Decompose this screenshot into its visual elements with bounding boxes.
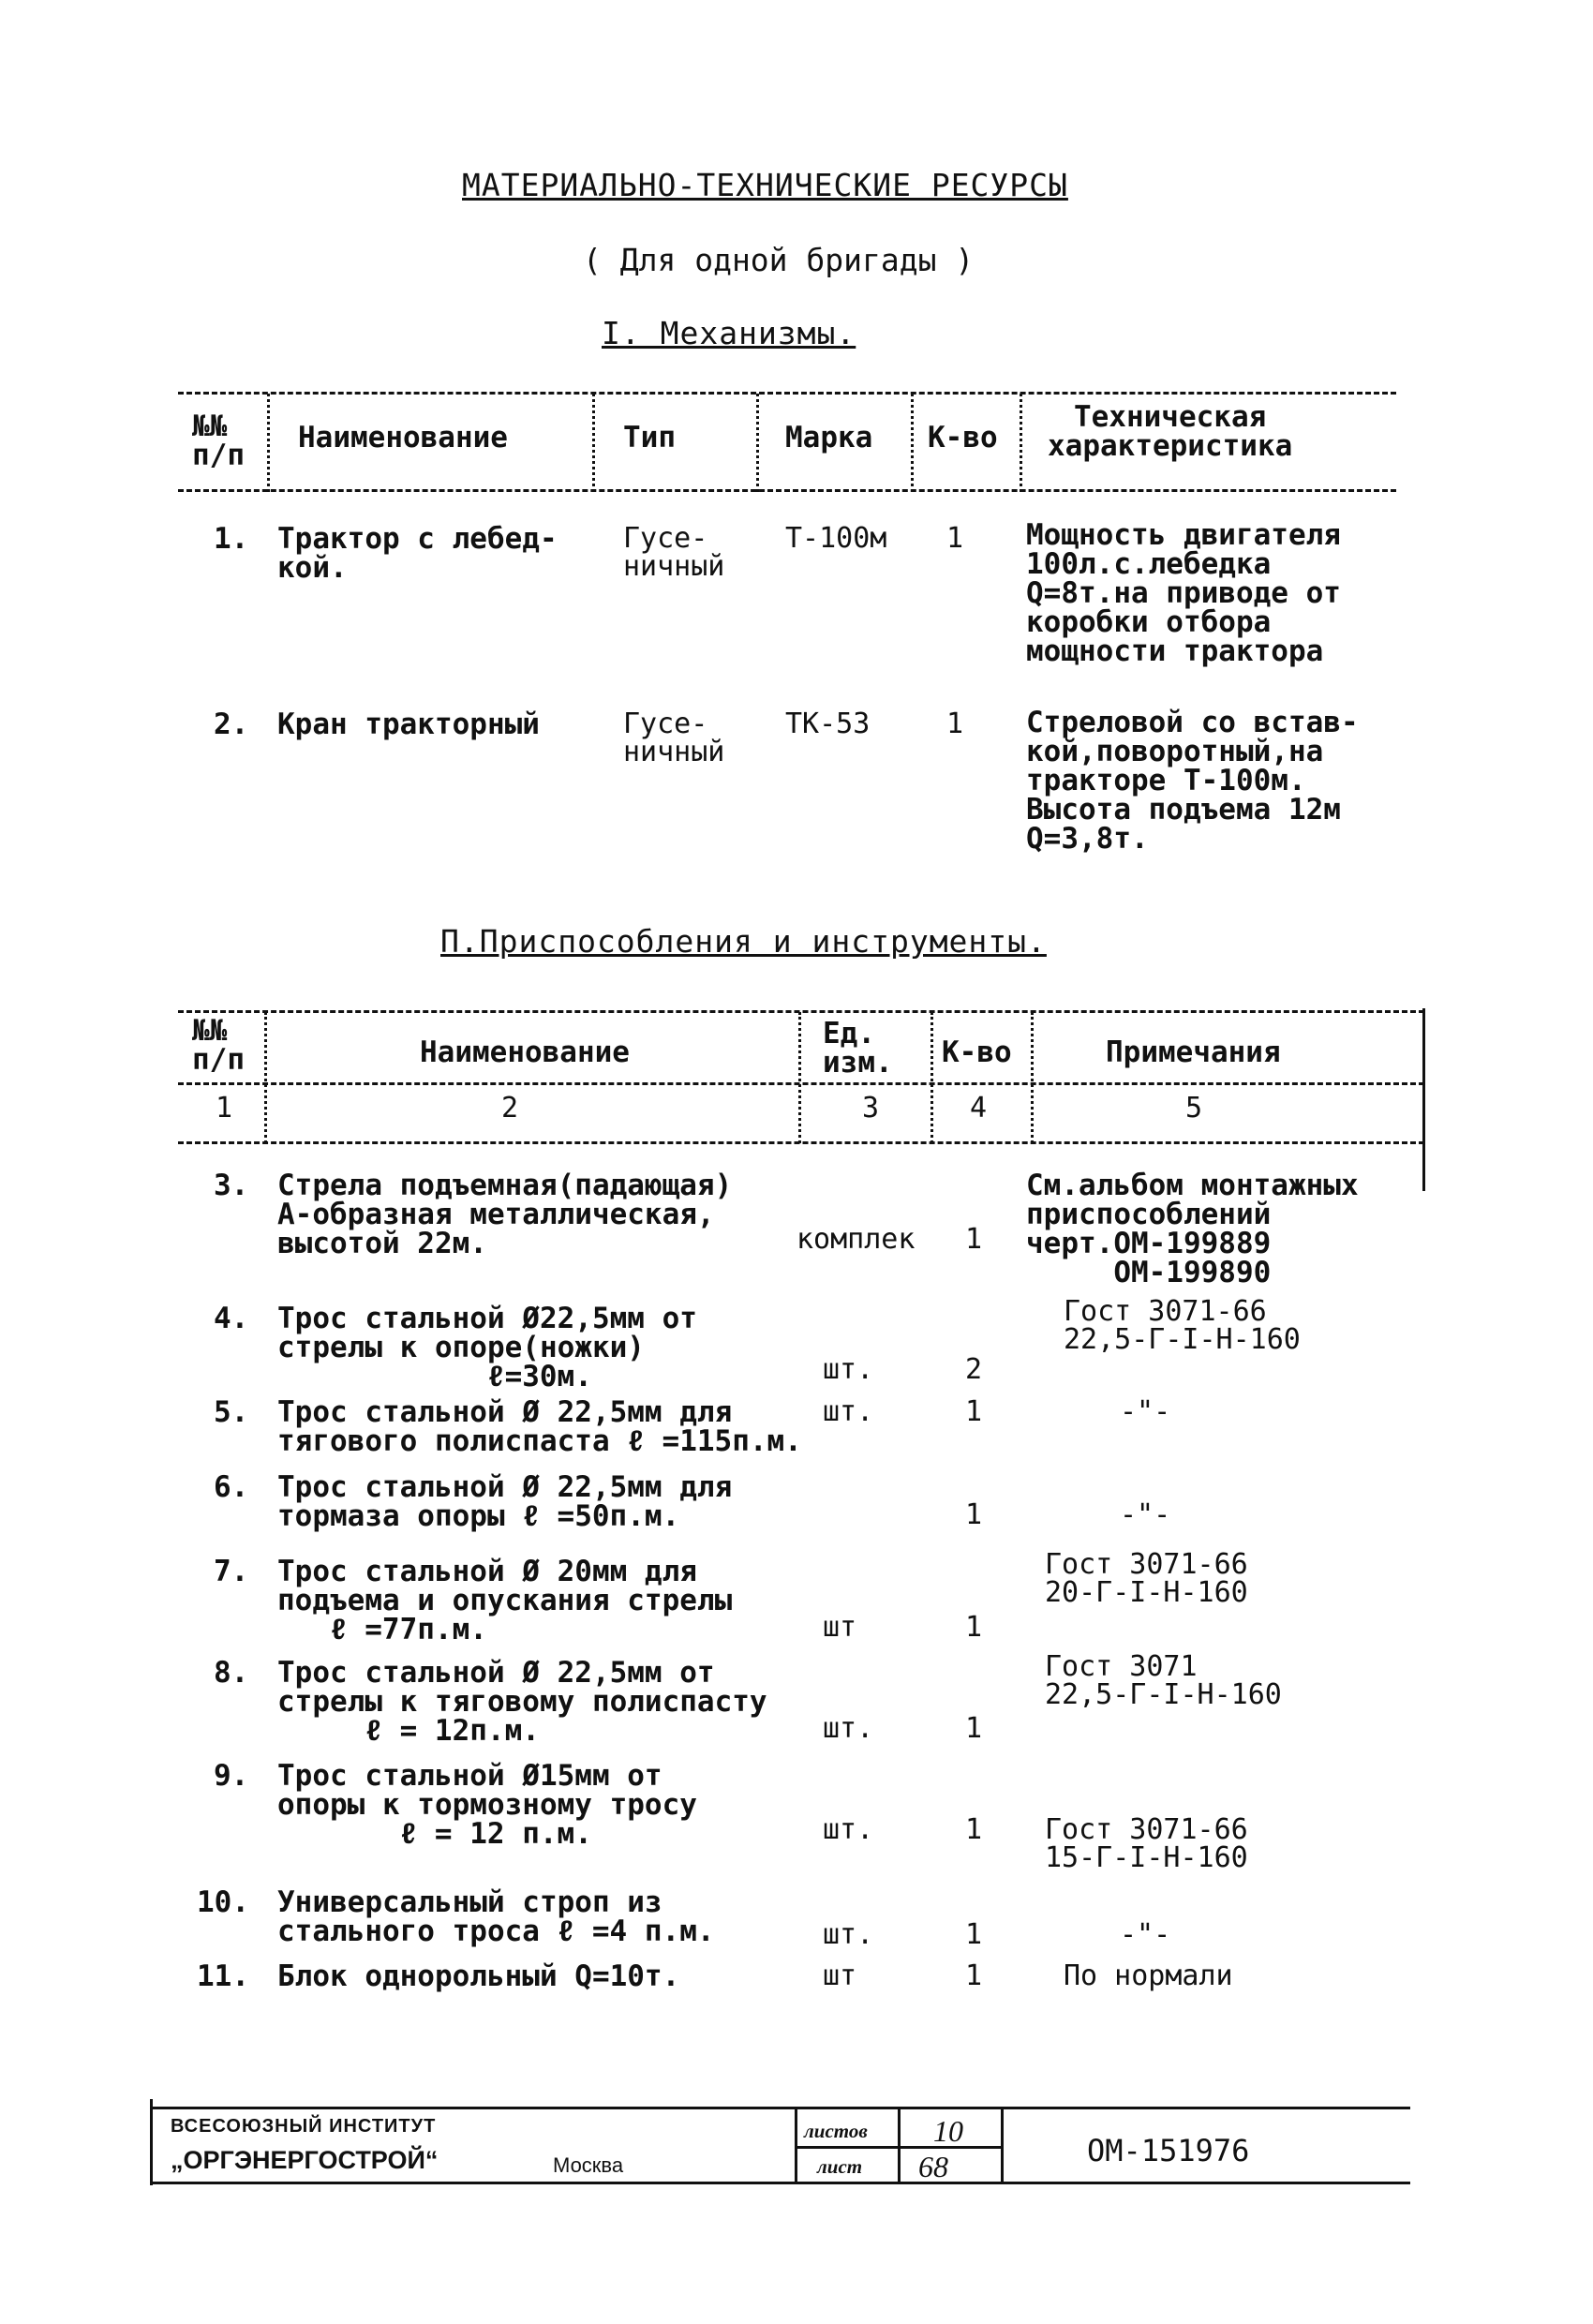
row-qty: 1 bbox=[965, 1498, 983, 1531]
col-number: 3 bbox=[862, 1092, 880, 1125]
row-qty: 1 bbox=[965, 1918, 983, 1951]
col-header-unit: Ед. изм. bbox=[823, 1017, 893, 1080]
table-divider bbox=[267, 394, 270, 492]
row-name: Трактор с лебед- кой. bbox=[277, 522, 558, 585]
document-title: МАТЕРИАЛЬНО-ТЕХНИЧЕСКИЕ РЕСУРСЫ bbox=[462, 167, 1068, 203]
stamp-top-border bbox=[150, 2107, 1410, 2109]
col-header-name: Наименование bbox=[420, 1035, 630, 1069]
row-unit: комплек bbox=[796, 1223, 916, 1256]
row-number: 1. bbox=[214, 522, 249, 556]
row-qty: 1 bbox=[946, 708, 964, 740]
row-number: 7. bbox=[214, 1555, 249, 1588]
row-qty: 2 bbox=[965, 1353, 983, 1386]
col-number: 1 bbox=[216, 1092, 233, 1125]
row-name: Трос стальной Ø 20мм для подъема и опускания стрелы ℓ =77п.м. bbox=[277, 1555, 733, 1646]
row-name: Универсальный строп из стального троса ℓ =4 п.м. bbox=[277, 1885, 715, 1948]
row-mark: ТК-53 bbox=[785, 708, 871, 740]
col-number: 2 bbox=[501, 1092, 519, 1125]
row-unit: шт. bbox=[823, 1712, 874, 1745]
row-qty: 1 bbox=[965, 1395, 983, 1428]
row-unit: шт. bbox=[823, 1395, 874, 1428]
row-note: Гост 3071-66 15-Г-I-Н-160 bbox=[1045, 1813, 1248, 1874]
table-rule bbox=[178, 1010, 1424, 1013]
row-qty: 1 bbox=[965, 1223, 983, 1256]
col-header-number: №№ п/п bbox=[192, 1014, 245, 1077]
section2-title: П.Приспособления и инструменты. bbox=[440, 923, 1047, 960]
row-number: 10. bbox=[197, 1885, 249, 1919]
stamp-mid-rule bbox=[795, 2146, 1001, 2149]
col-header-notes: Примечания bbox=[1106, 1035, 1281, 1069]
table-divider bbox=[798, 1012, 801, 1143]
table-divider bbox=[1422, 1008, 1425, 1191]
row-unit: шт. bbox=[823, 1353, 874, 1386]
col-number: 4 bbox=[970, 1092, 988, 1125]
row-note: -"- bbox=[1120, 1395, 1171, 1428]
row-number: 8. bbox=[214, 1656, 249, 1690]
stamp-sheets-value: 10 bbox=[933, 2114, 963, 2148]
table-rule bbox=[178, 392, 1396, 395]
row-name: Блок однорольный Q=10т. bbox=[277, 1959, 680, 1993]
col-header-type: Тип bbox=[623, 421, 676, 454]
row-note: Гост 3071-66 20-Г-I-Н-160 bbox=[1045, 1548, 1248, 1609]
row-number: 2. bbox=[214, 708, 249, 741]
row-unit: шт. bbox=[823, 1918, 874, 1951]
table-rule bbox=[178, 1082, 1424, 1085]
row-qty: 1 bbox=[965, 1813, 983, 1846]
row-note: -"- bbox=[1120, 1498, 1171, 1531]
row-spec: Мощность двигателя 100л.с.лебедка Q=8т.на приводе от коробки отбора мощности трактора bbox=[1026, 518, 1341, 668]
row-number: 3. bbox=[214, 1169, 249, 1202]
col-header-qty: К-во bbox=[942, 1035, 1012, 1069]
col-header-mark: Марка bbox=[785, 421, 873, 454]
table-divider bbox=[1031, 1012, 1034, 1143]
row-note: -"- bbox=[1120, 1918, 1171, 1951]
col-header-name: Наименование bbox=[298, 421, 508, 454]
row-unit: шт. bbox=[823, 1813, 874, 1846]
row-number: 11. bbox=[197, 1959, 249, 1993]
stamp-city: Москва bbox=[553, 2153, 624, 2177]
row-name: Трос стальной Ø 22,5мм от стрелы к тяговому полиспасту ℓ = 12п.м. bbox=[277, 1656, 767, 1748]
row-name: Трос стальной Ø22,5мм от стрелы к опоре(ножки) ℓ=30м. bbox=[277, 1302, 697, 1393]
table-rule bbox=[178, 1141, 1424, 1144]
row-qty: 1 bbox=[946, 522, 964, 555]
section1-title: I. Механизмы. bbox=[602, 315, 856, 351]
col-header-spec: Техническая характеристика bbox=[1048, 400, 1293, 463]
table-rule bbox=[178, 489, 1396, 492]
stamp-org-line2: „ОРГЭНЕРГОСТРОЙ“ bbox=[171, 2146, 439, 2174]
stamp-label-sheets: листов bbox=[804, 2120, 868, 2142]
row-name: Трос стальной Ø 22,5мм для тормаза опоры ℓ =50п.м. bbox=[277, 1470, 733, 1533]
stamp-left-border bbox=[150, 2099, 153, 2185]
row-note: По нормали bbox=[1064, 1959, 1233, 1992]
row-note: Гост 3071-66 22,5-Г-I-Н-160 bbox=[1064, 1295, 1301, 1356]
document-subtitle: ( Для одной бригады ) bbox=[583, 242, 975, 278]
table-divider bbox=[911, 394, 914, 492]
table-divider bbox=[756, 394, 759, 492]
row-note: Гост 3071 22,5-Г-I-Н-160 bbox=[1045, 1650, 1282, 1711]
row-note: См.альбом монтажных приспособлений черт.ОМ-199889 ОМ-199890 bbox=[1026, 1169, 1359, 1289]
stamp-divider bbox=[1001, 2108, 1004, 2183]
row-spec: Стреловой со встав- кой,поворотный,на тракторе Т-100м. Высота подъема 12м Q=3,8т. bbox=[1026, 706, 1359, 856]
stamp-org-line1: ВСЕСОЮЗНЫЙ ИНСТИТУТ bbox=[171, 2116, 437, 2137]
row-qty: 1 bbox=[965, 1712, 983, 1745]
table-divider bbox=[1020, 394, 1022, 492]
row-name: Стрела подъемная(падающая) А-образная металлическая, высотой 22м. bbox=[277, 1169, 733, 1260]
row-name: Кран тракторный bbox=[277, 708, 540, 741]
col-header-qty: К-во bbox=[928, 421, 998, 454]
row-name: Трос стальной Ø 22,5мм для тягового полиспаста ℓ =115п.м. bbox=[277, 1395, 802, 1458]
row-number: 6. bbox=[214, 1470, 249, 1504]
stamp-label-sheet: лист bbox=[817, 2155, 863, 2178]
row-number: 9. bbox=[214, 1759, 249, 1793]
col-number: 5 bbox=[1185, 1092, 1203, 1125]
row-number: 4. bbox=[214, 1302, 249, 1335]
col-header-number: №№ п/п bbox=[192, 410, 245, 472]
row-type: Гусе- ничный bbox=[623, 522, 725, 583]
table-divider bbox=[592, 394, 595, 492]
row-type: Гусе- ничный bbox=[623, 708, 725, 768]
row-unit: шт bbox=[823, 1959, 857, 1992]
stamp-sheet-value: 68 bbox=[918, 2150, 948, 2183]
row-number: 5. bbox=[214, 1395, 249, 1429]
stamp-doc-code: ОМ-151976 bbox=[1087, 2133, 1250, 2168]
table-divider bbox=[264, 1012, 267, 1143]
stamp-bottom-border bbox=[150, 2182, 1410, 2184]
row-mark: Т-100м bbox=[785, 522, 887, 555]
row-qty: 1 bbox=[965, 1611, 983, 1644]
row-unit: шт bbox=[823, 1611, 857, 1644]
row-name: Трос стальной Ø15мм от опоры к тормозному тросу ℓ = 12 п.м. bbox=[277, 1759, 697, 1851]
row-qty: 1 bbox=[965, 1959, 983, 1992]
table-divider bbox=[930, 1012, 933, 1143]
